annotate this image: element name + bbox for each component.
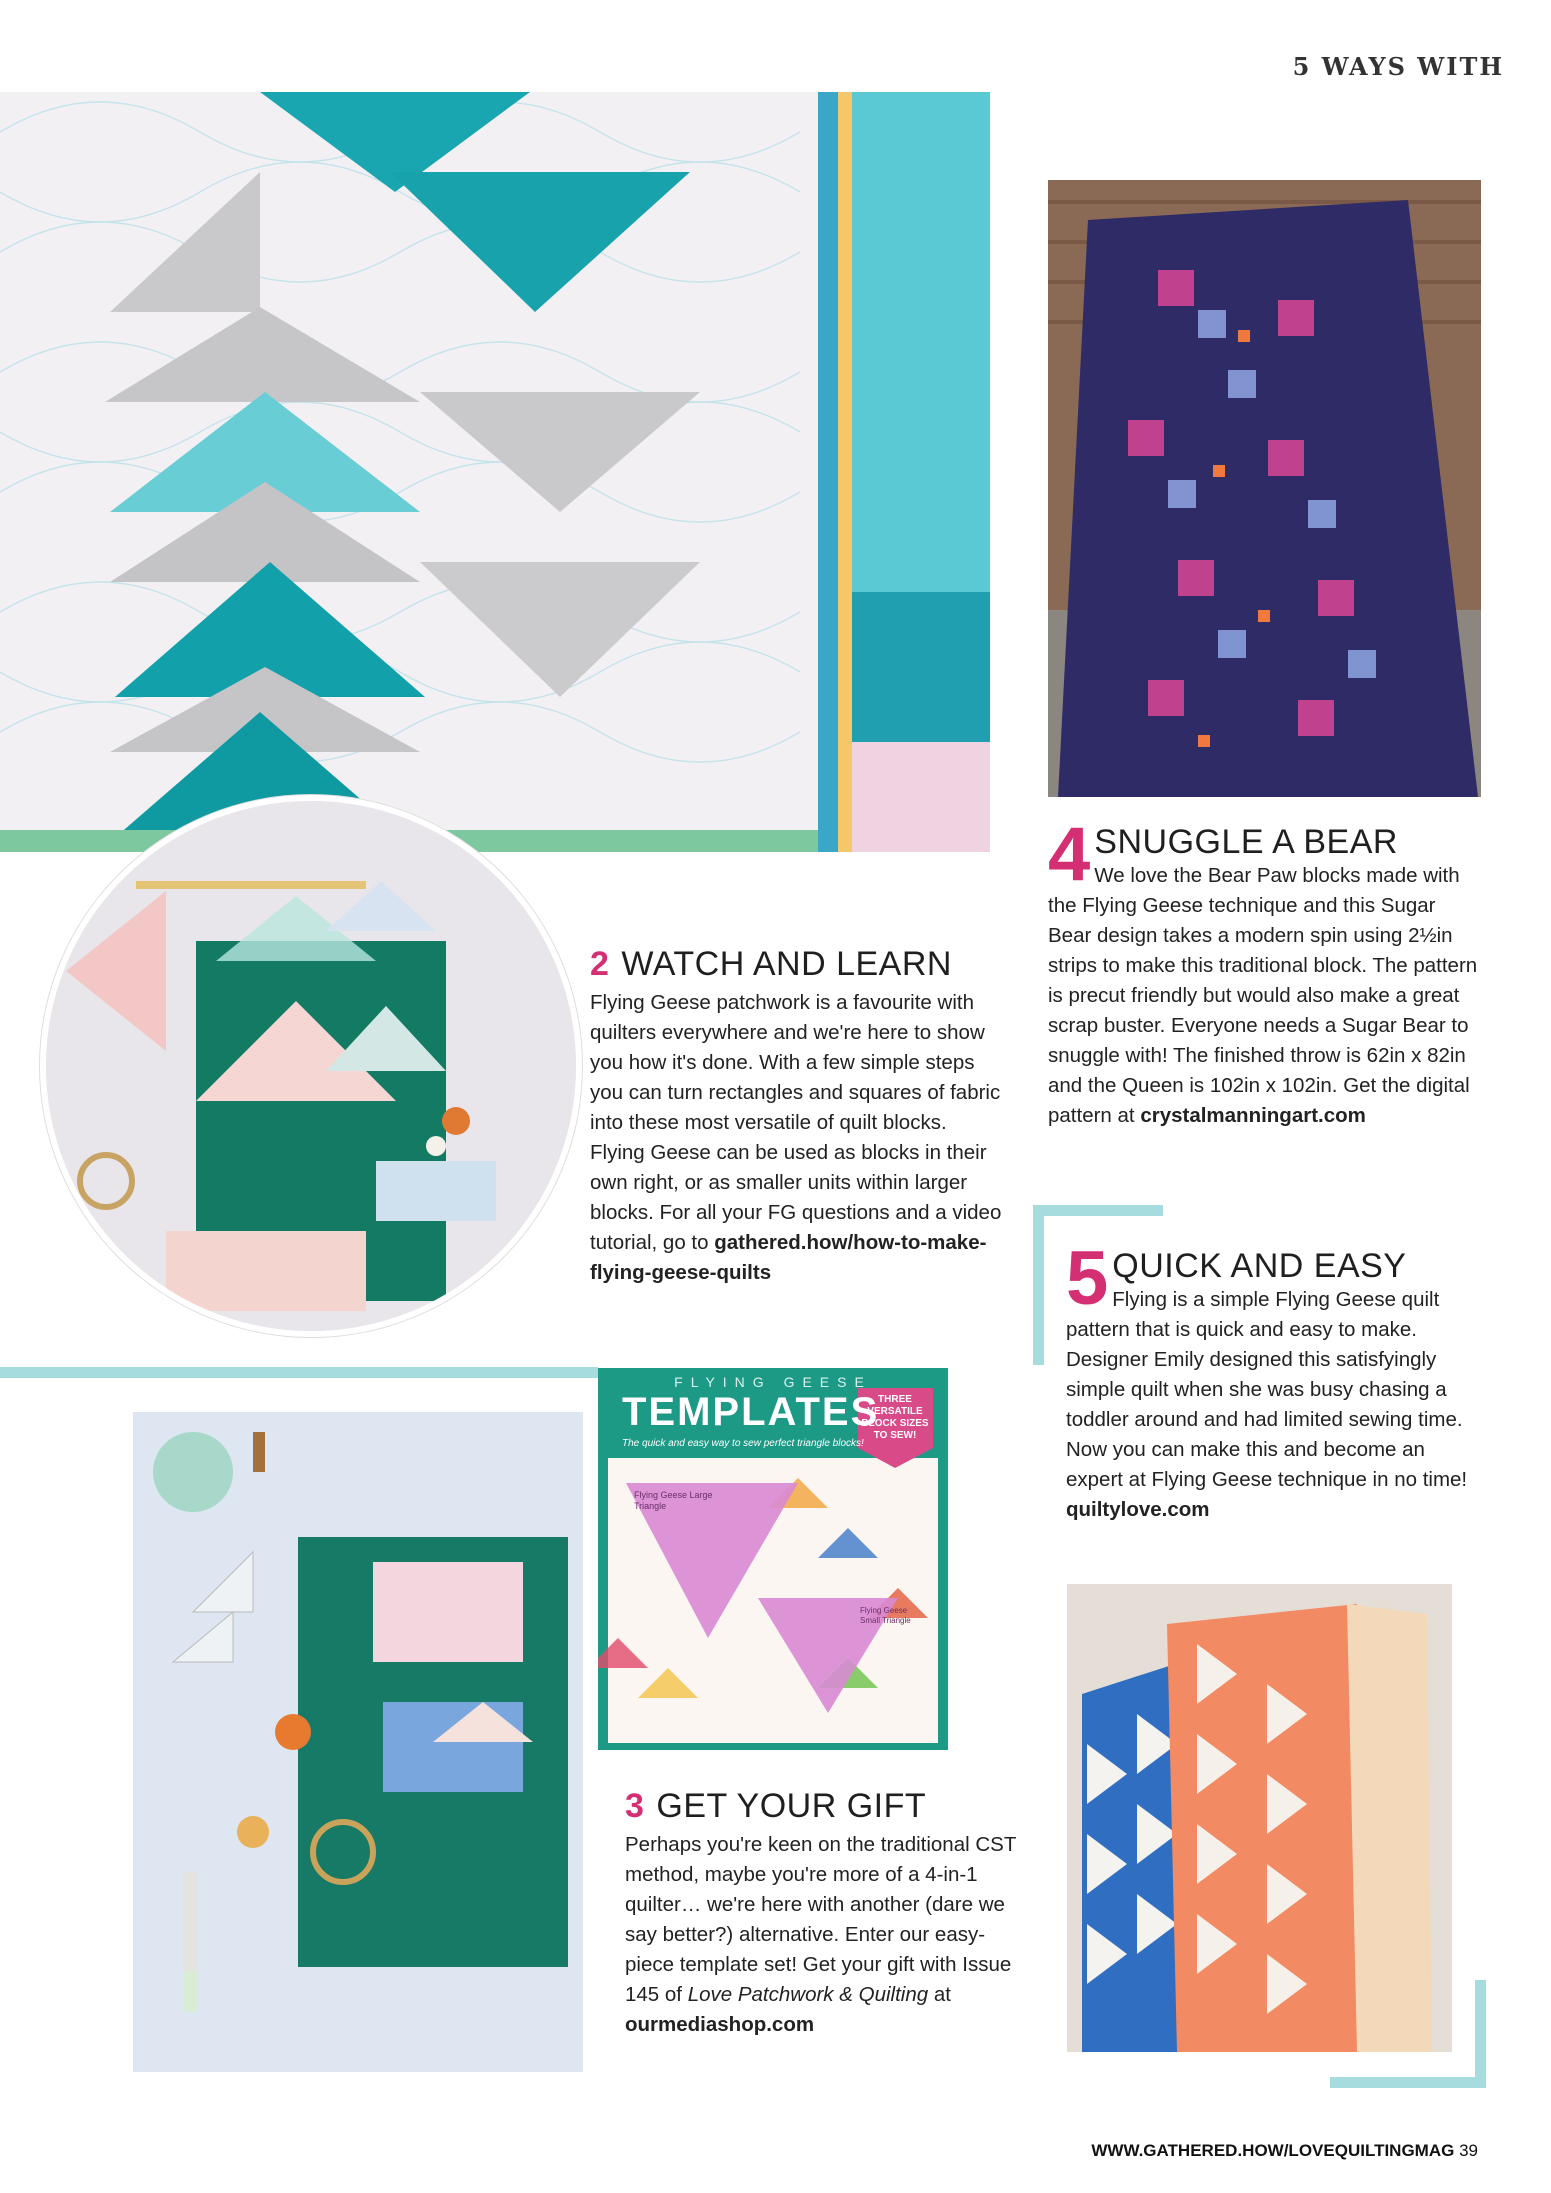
section-link[interactable]: crystalmanningart.com bbox=[1140, 1104, 1366, 1127]
section-body-text: Flying Geese patchwork is a favourite with quilters everywhere and we're here to show you how it's done. With a few simple steps you can turn rectangles and squares of fabric into these most versatile of quilt blocks. Flying Geese can be used as blocks in their own right, or as smaller units within larger blocks. For all your FG questions and a video tutorial, go to bbox=[590, 991, 1002, 1254]
section-title-text: GET YOUR GIFT bbox=[656, 1787, 927, 1825]
teal-frame-bar-mid bbox=[0, 1367, 598, 1378]
section-number: 4 bbox=[1048, 812, 1091, 897]
mag-badge: THREE VERSATILE BLOCK SIZES TO SEW! bbox=[861, 1394, 929, 1441]
sewing-supplies-photo bbox=[133, 1412, 583, 2072]
mag-title: TEMPLATES bbox=[622, 1390, 880, 1434]
section-header: 5 WAYS WITH bbox=[1292, 52, 1504, 81]
section-snuggle-a-bear bbox=[1048, 812, 1478, 1131]
flying-geese-templates-circle-photo bbox=[40, 795, 582, 1337]
footer-url[interactable]: WWW.GATHERED.HOW/LOVEQUILTINGMAG bbox=[1091, 2141, 1455, 2160]
mag-large-label: Flying Geese Large Triangle bbox=[634, 1490, 713, 1511]
teal-frame-right-top-v bbox=[1033, 1205, 1044, 1365]
section-link-row bbox=[1066, 1495, 1476, 1525]
mag-small-label: Flying Geese Small Triangle bbox=[860, 1606, 911, 1625]
page-number: 39 bbox=[1459, 2141, 1478, 2160]
section-number: 5 bbox=[1066, 1236, 1109, 1321]
teal-frame-right-top-h bbox=[1033, 1205, 1163, 1216]
section-body-text: We love the Bear Paw blocks made with the Flying Geese technique and this Sugar Bear design takes a modern spin using 2½in strips to make this traditional block. The pattern is precut friendly but would also make a great scrap buster. Everyone needs a Sugar Bear to snuggle with! The finished throw is 62in x 82in and the Queen is 102in x 102in. Get the digital pattern at bbox=[1048, 864, 1478, 1127]
section-get-your-gift bbox=[625, 1787, 1025, 2040]
flying-quilt-photo bbox=[1067, 1584, 1452, 2052]
section-title bbox=[625, 1787, 1025, 1826]
section-title bbox=[590, 945, 1005, 984]
section-body bbox=[590, 988, 1005, 1288]
section-body-text: Perhaps you're keen on the traditional CST method, maybe you're more of a 4-in-1 quilter… we're here with another (dare we say better?) alternative. Enter our easy-piece template set! Get your gift with Issue 145 of bbox=[625, 1833, 1016, 2006]
section-link[interactable]: gathered.how/how-to-make-flying-geese-quilts bbox=[590, 1231, 987, 1284]
page-footer bbox=[1091, 2141, 1478, 2161]
mag-kicker: FLYING GEESE bbox=[674, 1374, 872, 1390]
mag-tagline: The quick and easy way to sew perfect triangle blocks! bbox=[622, 1438, 864, 1449]
section-body: Flying is a simple Flying Geese quilt pattern that is quick and easy to make. Designer Emily designed this satisfyingly simple quilt when she was busy chasing a toddler around and had limited sewing time. Now you can make this and become an expert at Flying Geese technique in no time! bbox=[1066, 1288, 1468, 1491]
magazine-name: Love Patchwork & Quilting bbox=[687, 1983, 929, 2006]
section-body bbox=[1048, 861, 1478, 1131]
section-number: 2 bbox=[590, 945, 610, 983]
section-number: 3 bbox=[625, 1787, 645, 1825]
section-link[interactable]: ourmediashop.com bbox=[625, 2013, 815, 2036]
section-title: SNUGGLE A BEAR bbox=[1094, 823, 1398, 861]
teal-frame-right-bottom-v bbox=[1475, 1980, 1486, 2088]
section-watch-and-learn bbox=[590, 945, 1005, 1288]
section-body-connector: at bbox=[928, 1983, 951, 2006]
flying-geese-templates-gift bbox=[598, 1368, 948, 1750]
teal-frame-right-bottom-h bbox=[1330, 2077, 1486, 2088]
section-link[interactable]: quiltylove.com bbox=[1066, 1498, 1210, 1521]
section-body bbox=[625, 1830, 1025, 2040]
sugar-bear-quilt-photo bbox=[1048, 180, 1481, 797]
section-quick-and-easy bbox=[1066, 1236, 1476, 1525]
section-title-text: WATCH AND LEARN bbox=[621, 945, 952, 983]
flying-geese-quilt-photo bbox=[0, 92, 990, 852]
section-title: QUICK AND EASY bbox=[1112, 1247, 1407, 1285]
